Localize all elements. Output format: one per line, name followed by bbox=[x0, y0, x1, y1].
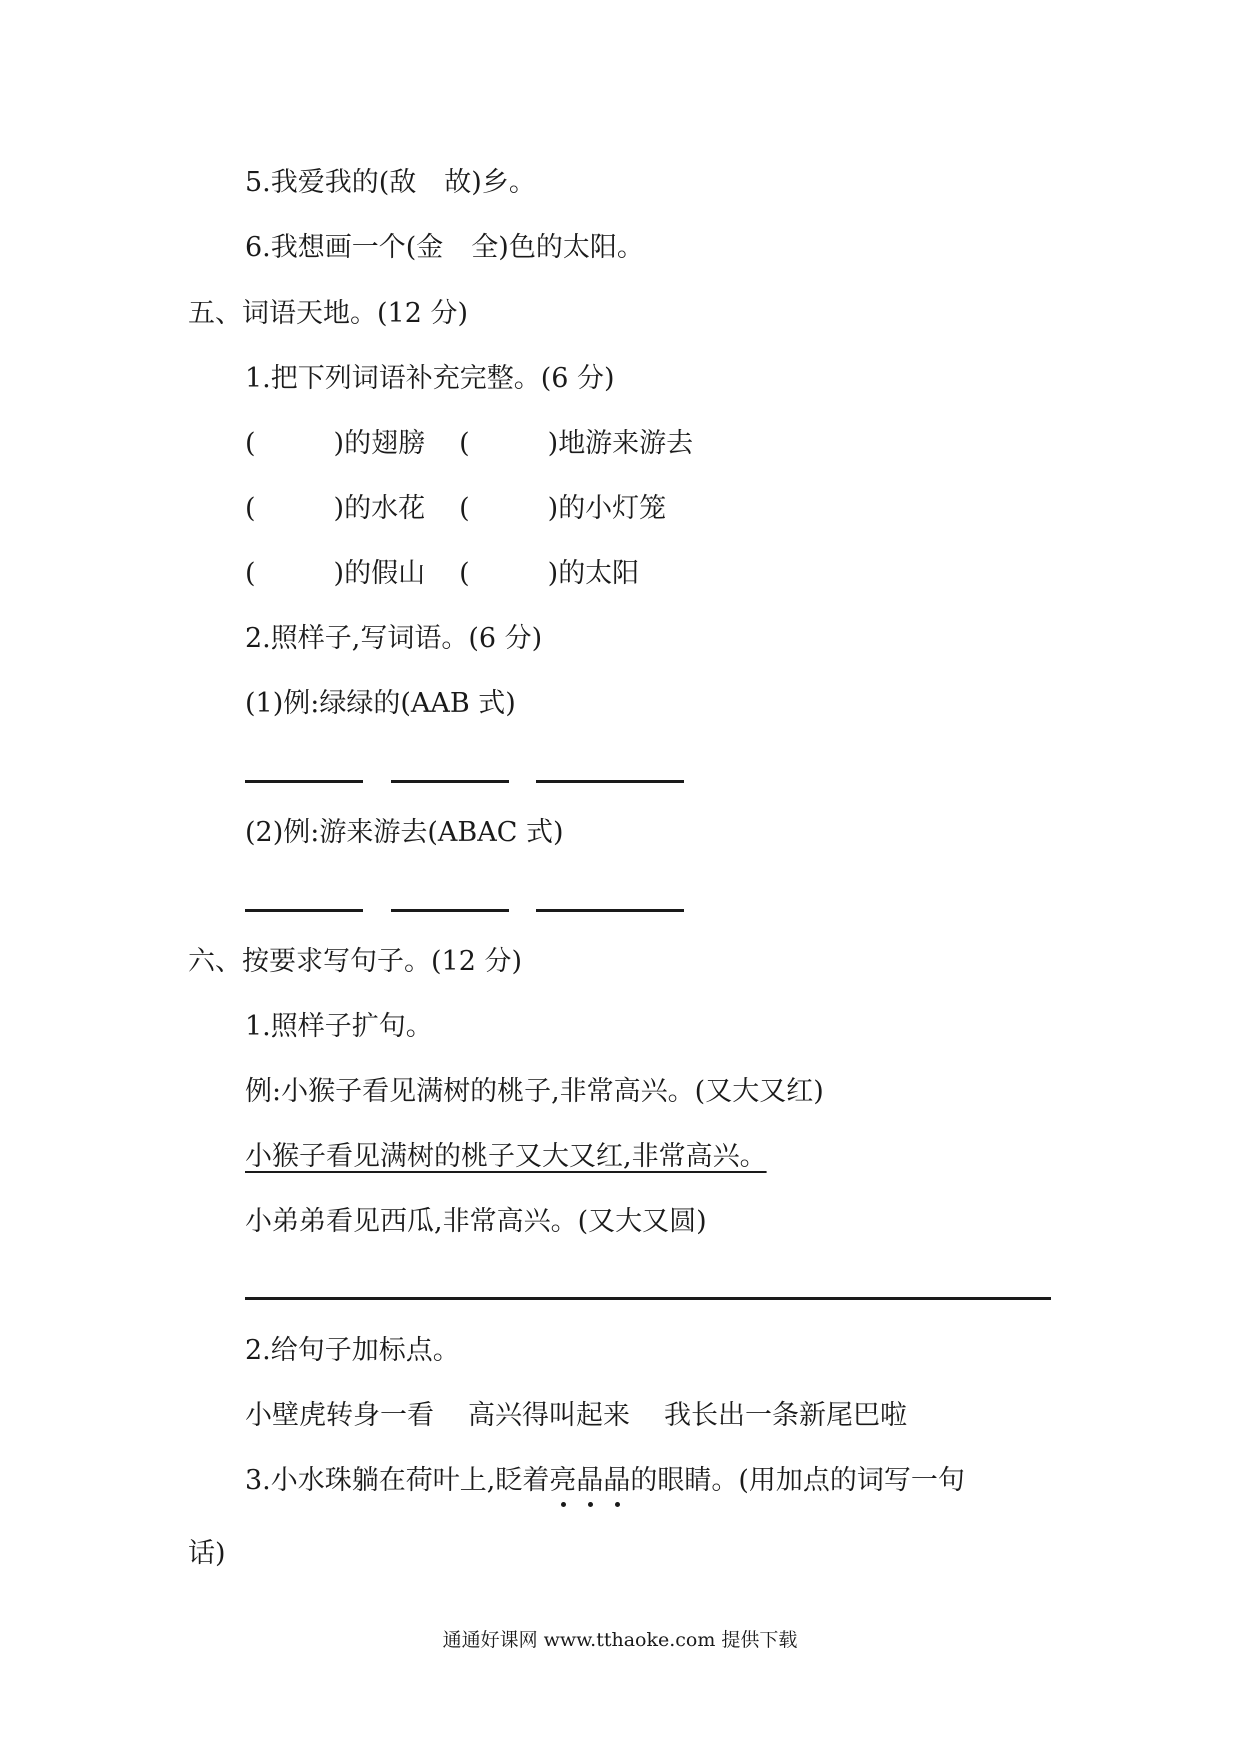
answer-line[interactable] bbox=[245, 780, 363, 783]
s5-example-2: (2)例:游来游去(ABAC 式) bbox=[245, 817, 564, 848]
s6-task: 小弟弟看见西瓜,非常高兴。(又大又圆) bbox=[245, 1206, 707, 1237]
s6-sub2-title: 2.给句子加标点。 bbox=[245, 1335, 460, 1366]
dotted-char: 亮 bbox=[549, 1463, 576, 1499]
fill-row-2: ( )的水花 ( )的小灯笼 bbox=[245, 493, 667, 524]
fill-row-3: ( )的假山 ( )的太阳 bbox=[245, 558, 640, 589]
s5-sub2-title: 2.照样子,写词语。(6 分) bbox=[245, 623, 543, 654]
q4-item-5: 5.我爱我的(敌 故)乡。 bbox=[245, 167, 536, 198]
fill-row-1: ( )的翅膀 ( )地游来游去 bbox=[245, 428, 694, 459]
answer-line[interactable] bbox=[245, 909, 363, 912]
footer-credit: 通通好课网 www.tthaoke.com 提供下载 bbox=[442, 1629, 798, 1651]
answer-line[interactable] bbox=[245, 1297, 1051, 1300]
s5-example-1: (1)例:绿绿的(AAB 式) bbox=[245, 688, 516, 719]
s6-example: 例:小猴子看见满树的桃子,非常高兴。(又大又红) bbox=[245, 1076, 824, 1107]
s6-punctuation-sentence: 小壁虎转身一看 高兴得叫起来 我长出一条新尾巴啦 bbox=[245, 1400, 907, 1431]
answer-line[interactable] bbox=[391, 909, 509, 912]
answer-line[interactable] bbox=[391, 780, 509, 783]
s6-sub1-title: 1.照样子扩句。 bbox=[245, 1011, 433, 1042]
s6-example-answer: 小猴子看见满树的桃子又大又红,非常高兴。 bbox=[245, 1141, 767, 1172]
section-6-title: 六、按要求写句子。(12 分) bbox=[188, 946, 523, 977]
s5-sub1-title: 1.把下列词语补充完整。(6 分) bbox=[245, 363, 615, 394]
q4-item-6: 6.我想画一个(金 全)色的太阳。 bbox=[245, 232, 644, 263]
answer-line[interactable] bbox=[536, 780, 684, 783]
dotted-char: 晶 bbox=[576, 1463, 603, 1499]
dotted-char: 晶 bbox=[603, 1463, 630, 1499]
answer-line[interactable] bbox=[536, 909, 684, 912]
section-5-title: 五、词语天地。(12 分) bbox=[188, 298, 469, 329]
s6-sub3-question: 3.小水珠躺在荷叶上,眨着亮晶晶的眼睛。(用加点的词写一句 bbox=[245, 1463, 965, 1499]
s6-sub3-wrap: 话) bbox=[188, 1538, 226, 1569]
